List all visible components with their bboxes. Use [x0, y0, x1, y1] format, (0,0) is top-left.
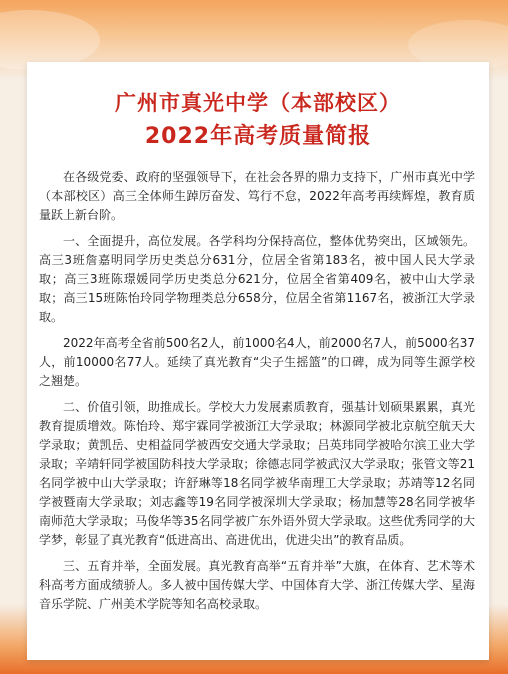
paragraph-rankings: 2022年高考全省前500名2人，前1000名4人，前2000名7人，前5000名37人，前10000名77人。延续了真光教育“尖子生摇篮”的口碑，成为同等生源学校之翘楚。	[39, 336, 475, 388]
paragraph-section-3: 三、五育并举，全面发展。真光教育高举“五育并举”大旗，在体育、艺术等术科高考方面成绩骄人。多人被中国传媒大学、中国体育大学、浙江传媒大学、星海音乐学院、广州美术学院等知名高校录取。	[39, 559, 475, 611]
paragraph-section-2: 二、价值引领，助推成长。学校大力发展素质教育，强基计划硕果累累，真光教育提质增效。陈怡玲、郑宇霖同学被浙江大学录取；林源同学被北京航空航天大学录取；黄凯岳、史相益同学被西安交通大学录取；吕英玮同学被哈尔滨工业大学录取；辛靖轩同学被国防科技大学录取；徐德志同学被武汉大学录取；张管文等21名同学被中山大学录取；许舒琳等18名同学被华南理工大学录取；苏靖等12名同学被暨南大学录取；刘志鑫等19名同学被深圳大学录取；杨加慧等28名同学被华南师范大学录取；马俊华等35名同学被广东外语外贸大学录取。这些优秀同学的大学梦，彰显了真光教育“低进高出、高进优出，优进尖出”的教育品质。	[39, 400, 475, 547]
page-subtitle: 2022年高考质量简报	[144, 124, 372, 149]
paragraph-intro: 在各级党委、政府的坚强领导下，在社会各界的鼎力支持下，广州市真光中学（本部校区）高三全体师生踔厉奋发、笃行不怠，2022年高考再续辉煌，教育质量跃上新台阶。	[39, 170, 475, 222]
document-card	[27, 62, 489, 660]
paragraph-section-1: 一、全面提升，高位发展。各学科均分保持高位，整体优势突出，区域领先。高三3班詹嘉明同学历史类总分631分，位居全省第183名，被中国人民大学录取；高三3班陈璟媛同学历史类总分621分，位居全省第409名，被中山大学录取；高三15班陈怡玲同学物理类总分658分，位居全省第1167名，被浙江大学录取。	[39, 234, 475, 324]
page-title: 广州市真光中学（本部校区）	[115, 91, 401, 115]
report-body	[27, 168, 489, 614]
